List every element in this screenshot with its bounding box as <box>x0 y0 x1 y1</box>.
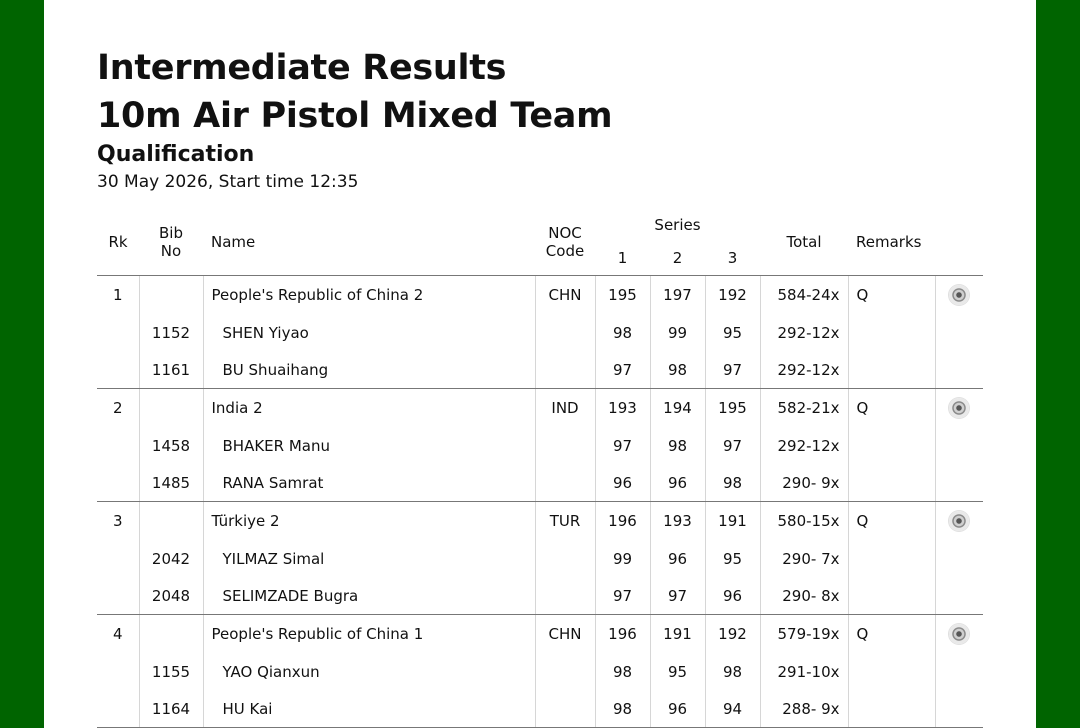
team-row[interactable] <box>97 615 983 654</box>
series-2-cell: 98 <box>650 351 705 389</box>
athlete-row[interactable] <box>97 653 983 690</box>
athlete-name-cell: RANA Samrat <box>203 464 535 502</box>
series-3-cell: 95 <box>705 314 760 351</box>
series-3-cell: 95 <box>705 540 760 577</box>
athlete-row[interactable] <box>97 314 983 351</box>
series-1-cell: 97 <box>595 351 650 389</box>
total-cell: 290- 8x <box>760 577 848 615</box>
bib-cell: 1164 <box>139 690 203 728</box>
series-2-cell: 194 <box>650 389 705 428</box>
team-name-cell: India 2 <box>203 389 535 428</box>
noc-cell <box>535 351 595 389</box>
total-cell: 582-21x <box>760 389 848 428</box>
series-1-cell: 99 <box>595 540 650 577</box>
total-cell: 584-24x <box>760 276 848 315</box>
bib-cell: 1458 <box>139 427 203 464</box>
athlete-name-cell: SELIMZADE Bugra <box>203 577 535 615</box>
target-icon[interactable] <box>949 285 969 305</box>
series-2-cell: 99 <box>650 314 705 351</box>
series-3-cell: 97 <box>705 427 760 464</box>
series-2-cell: 191 <box>650 615 705 654</box>
athlete-name-cell: YILMAZ Simal <box>203 540 535 577</box>
athlete-row[interactable] <box>97 577 983 615</box>
remarks-cell: Q <box>848 389 935 428</box>
series-3-cell: 98 <box>705 464 760 502</box>
bib-cell: 2042 <box>139 540 203 577</box>
series-3-cell: 98 <box>705 653 760 690</box>
icon-cell <box>935 615 983 654</box>
rank-cell <box>97 427 139 464</box>
col-series-3: 3 <box>705 241 760 276</box>
col-series-2: 2 <box>650 241 705 276</box>
icon-cell <box>935 427 983 464</box>
athlete-name-cell: BHAKER Manu <box>203 427 535 464</box>
col-rank: Rk <box>97 208 139 276</box>
series-1-cell: 196 <box>595 615 650 654</box>
total-cell: 292-12x <box>760 351 848 389</box>
series-1-cell: 195 <box>595 276 650 315</box>
series-1-cell: 98 <box>595 653 650 690</box>
athlete-row[interactable] <box>97 690 983 728</box>
remarks-cell <box>848 540 935 577</box>
rank-cell <box>97 351 139 389</box>
series-1-cell: 97 <box>595 577 650 615</box>
noc-cell <box>535 540 595 577</box>
series-1-cell: 96 <box>595 464 650 502</box>
series-2-cell: 193 <box>650 502 705 541</box>
col-series: Series <box>654 215 701 234</box>
rank-cell <box>97 577 139 615</box>
rank-cell <box>97 540 139 577</box>
bib-cell: 1161 <box>139 351 203 389</box>
results-table <box>97 208 983 728</box>
total-cell: 579-19x <box>760 615 848 654</box>
team-name-cell: People's Republic of China 1 <box>203 615 535 654</box>
remarks-cell <box>848 351 935 389</box>
bib-cell: 2048 <box>139 577 203 615</box>
col-remarks: Remarks <box>848 208 935 276</box>
target-icon[interactable] <box>949 398 969 418</box>
icon-cell <box>935 314 983 351</box>
remarks-cell: Q <box>848 615 935 654</box>
results-header <box>97 44 612 194</box>
noc-cell <box>535 427 595 464</box>
total-cell: 290- 7x <box>760 540 848 577</box>
athlete-name-cell: BU Shuaihang <box>203 351 535 389</box>
col-noc: NOC Code <box>535 208 595 276</box>
remarks-cell <box>848 577 935 615</box>
icon-cell <box>935 540 983 577</box>
series-1-cell: 98 <box>595 314 650 351</box>
rank-cell <box>97 314 139 351</box>
target-icon[interactable] <box>949 511 969 531</box>
remarks-cell: Q <box>848 502 935 541</box>
series-3-cell: 192 <box>705 615 760 654</box>
series-3-cell: 97 <box>705 351 760 389</box>
series-2-cell: 98 <box>650 427 705 464</box>
noc-cell <box>535 653 595 690</box>
team-row[interactable] <box>97 389 983 428</box>
athlete-row[interactable] <box>97 351 983 389</box>
athlete-name-cell: HU Kai <box>203 690 535 728</box>
remarks-cell <box>848 427 935 464</box>
rank-cell <box>97 464 139 502</box>
rank-cell: 3 <box>97 502 139 541</box>
athlete-row[interactable] <box>97 540 983 577</box>
icon-cell <box>935 690 983 728</box>
bib-cell <box>139 389 203 428</box>
series-3-cell: 192 <box>705 276 760 315</box>
series-1-cell: 196 <box>595 502 650 541</box>
col-icon <box>935 208 983 276</box>
series-3-cell: 191 <box>705 502 760 541</box>
bib-cell <box>139 615 203 654</box>
icon-cell <box>935 577 983 615</box>
page-title: Intermediate Results <box>97 48 507 88</box>
rank-cell: 1 <box>97 276 139 315</box>
icon-cell <box>935 502 983 541</box>
rank-cell: 2 <box>97 389 139 428</box>
remarks-cell <box>848 690 935 728</box>
athlete-name-cell: YAO Qianxun <box>203 653 535 690</box>
remarks-cell <box>848 653 935 690</box>
remarks-cell: Q <box>848 276 935 315</box>
remarks-cell <box>848 314 935 351</box>
rank-cell: 4 <box>97 615 139 654</box>
total-cell: 292-12x <box>760 314 848 351</box>
bib-cell: 1485 <box>139 464 203 502</box>
col-total: Total <box>760 208 848 276</box>
series-1-cell: 97 <box>595 427 650 464</box>
event-title: 10m Air Pistol Mixed Team <box>97 96 613 136</box>
icon-cell <box>935 351 983 389</box>
icon-cell <box>935 464 983 502</box>
col-series-1: 1 <box>595 241 650 276</box>
series-3-cell: 94 <box>705 690 760 728</box>
athlete-row[interactable] <box>97 464 983 502</box>
noc-cell: TUR <box>535 502 595 541</box>
series-2-cell: 197 <box>650 276 705 315</box>
total-cell: 290- 9x <box>760 464 848 502</box>
series-1-cell: 98 <box>595 690 650 728</box>
team-name-cell: Türkiye 2 <box>203 502 535 541</box>
noc-cell <box>535 464 595 502</box>
results-page <box>44 0 1036 728</box>
total-cell: 580-15x <box>760 502 848 541</box>
rank-cell <box>97 690 139 728</box>
series-2-cell: 96 <box>650 540 705 577</box>
series-2-cell: 97 <box>650 577 705 615</box>
noc-cell: IND <box>535 389 595 428</box>
event-datetime: 30 May 2026, Start time 12:35 <box>97 172 359 192</box>
table-header <box>97 208 983 276</box>
noc-cell: CHN <box>535 615 595 654</box>
series-1-cell: 193 <box>595 389 650 428</box>
noc-cell <box>535 690 595 728</box>
col-bib: Bib No <box>139 208 203 276</box>
table-body <box>97 276 983 728</box>
series-2-cell: 96 <box>650 464 705 502</box>
noc-cell <box>535 314 595 351</box>
col-name: Name <box>203 208 535 276</box>
rank-cell <box>97 653 139 690</box>
athlete-name-cell: SHEN Yiyao <box>203 314 535 351</box>
bib-cell <box>139 502 203 541</box>
icon-cell <box>935 276 983 315</box>
team-row[interactable] <box>97 502 983 541</box>
series-3-cell: 96 <box>705 577 760 615</box>
total-cell: 291-10x <box>760 653 848 690</box>
series-3-cell: 195 <box>705 389 760 428</box>
series-2-cell: 95 <box>650 653 705 690</box>
team-row[interactable] <box>97 276 983 315</box>
phase-title: Qualification <box>97 142 255 167</box>
icon-cell <box>935 653 983 690</box>
total-cell: 292-12x <box>760 427 848 464</box>
bib-cell: 1152 <box>139 314 203 351</box>
series-2-cell: 96 <box>650 690 705 728</box>
total-cell: 288- 9x <box>760 690 848 728</box>
noc-cell: CHN <box>535 276 595 315</box>
bib-cell: 1155 <box>139 653 203 690</box>
remarks-cell <box>848 464 935 502</box>
team-name-cell: People's Republic of China 2 <box>203 276 535 315</box>
bib-cell <box>139 276 203 315</box>
noc-cell <box>535 577 595 615</box>
target-icon[interactable] <box>949 624 969 644</box>
athlete-row[interactable] <box>97 427 983 464</box>
icon-cell <box>935 389 983 428</box>
